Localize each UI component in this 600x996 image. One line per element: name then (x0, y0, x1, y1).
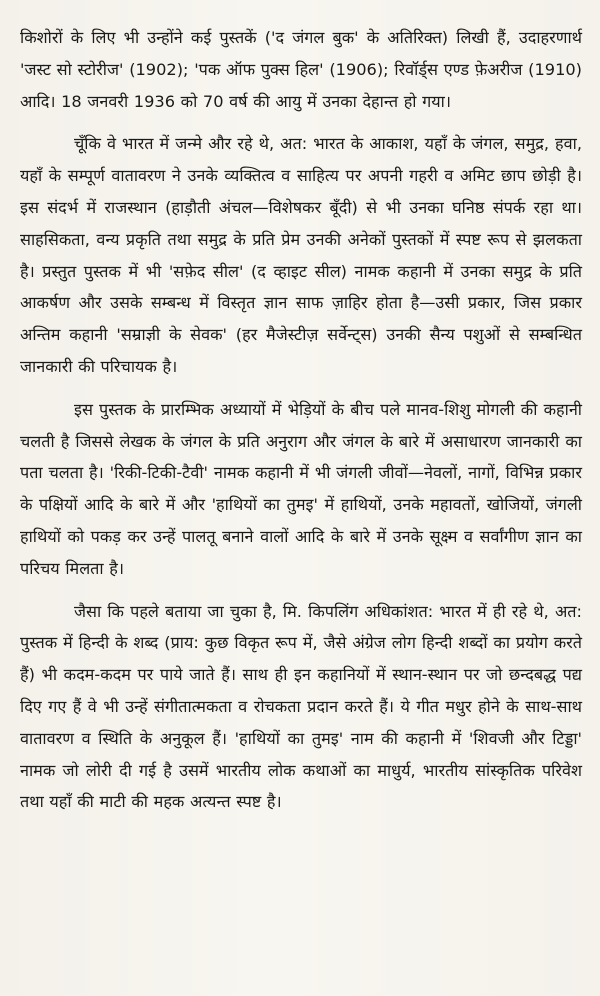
paragraph-1: किशोरों के लिए भी उन्होंने कई पुस्तकें ('द जंगल बुक' के अतिरिक्त) लिखी हैं, उदाहरणार्थ 'जस्ट सो स्टोरीज' (1902); 'पक ऑफ पुक्स हिल' (1906); रिवॉर्ड्स एण्ड फ़ेअरीज (1910) आदि। 18 जनवरी 1936 को 70 वर्ष की आयु में उनका देहान्त हो गया। (20, 28, 582, 111)
paragraph-3: इस पुस्तक के प्रारम्भिक अध्यायों में भेड़ियों के बीच पले मानव-शिशु मोगली की कहानी चलती है जिससे लेखक के जंगल के प्रति अनुराग और जंगल के बारे में असाधारण जानकारी का पता चलता है। 'रिकी-टिकी-टैवी' नामक कहानी में भी जंगली जीवों—नेवलों, नागों, विभिन्न प्रकार के पक्षियों आदि के बारे में और 'हाथियों का तुमइ' में हाथियों, उनके महावतों, खोजियों, जंगली हाथियों को पकड़ कर उन्हें पालतू बनाने वालों आदि के बारे में उनके सूक्ष्म व सर्वांगीण ज्ञान का परिचय मिलता है। (20, 399, 582, 578)
paragraph-2: चूँकि वे भारत में जन्मे और रहे थे, अत: भारत के आकाश, यहाँ के जंगल, समुद्र, हवा, यहाँ के सम्पूर्ण वातावरण ने उनके व्यक्तित्व व साहित्य पर अपनी गहरी व अमिट छाप छोड़ी है। इस संदर्भ में राजस्थान (हाड़ौती अंचल—विशेषकर बूँदी) से भी उनका घनिष्ठ संपर्क रहा था। साहसिकता, वन्य प्रकृति तथा समुद्र के प्रति प्रेम उनकी अनेकों पुस्तकों में स्पष्ट रूप से झलकता है। प्रस्तुत पुस्तक में भी 'सफ़ेद सील' (द व्हाइट सील) नामक कहानी में उनका समुद्र के प्रति आकर्षण और उसके सम्बन्ध में विस्तृत ज्ञान साफ ज़ाहिर होता है—उसी प्रकार, जिस प्रकार अन्तिम कहानी 'सम्राज्ञी के सेवक' (हर मैजेस्टीज़ सर्वेन्ट्स) उनकी सैन्य पशुओं से सम्बन्धित जानकारी की परिचायक है। (20, 134, 582, 376)
paragraph-4: जैसा कि पहले बताया जा चुका है, मि. किपलिंग अधिकांशत: भारत में ही रहे थे, अत: पुस्तक में हिन्दी के शब्द (प्राय: कुछ विकृत रूप में, जैसे अंग्रेज लोग हिन्दी शब्दों का प्रयोग करते हैं) भी कदम-कदम पर पाये जाते हैं। साथ ही इन कहानियों में स्थान-स्थान पर जो छन्दबद्ध पद्य दिए गए हैं वे भी उन्हें संगीतात्मकता व रोचकता प्रदान करते हैं। ये गीत मधुर होने के साथ-साथ वातावरण व स्थिति के अनुकूल हैं। 'हाथियों का तुमइ' नाम की कहानी में 'शिवजी और टिड्डा' नामक जो लोरी दी गई है उसमें भारतीय लोक कथाओं का माधुर्य, भारतीय सांस्कृतिक परिवेश तथा यहाँ की माटी की महक अत्यन्त स्पष्ट है। (20, 601, 582, 812)
